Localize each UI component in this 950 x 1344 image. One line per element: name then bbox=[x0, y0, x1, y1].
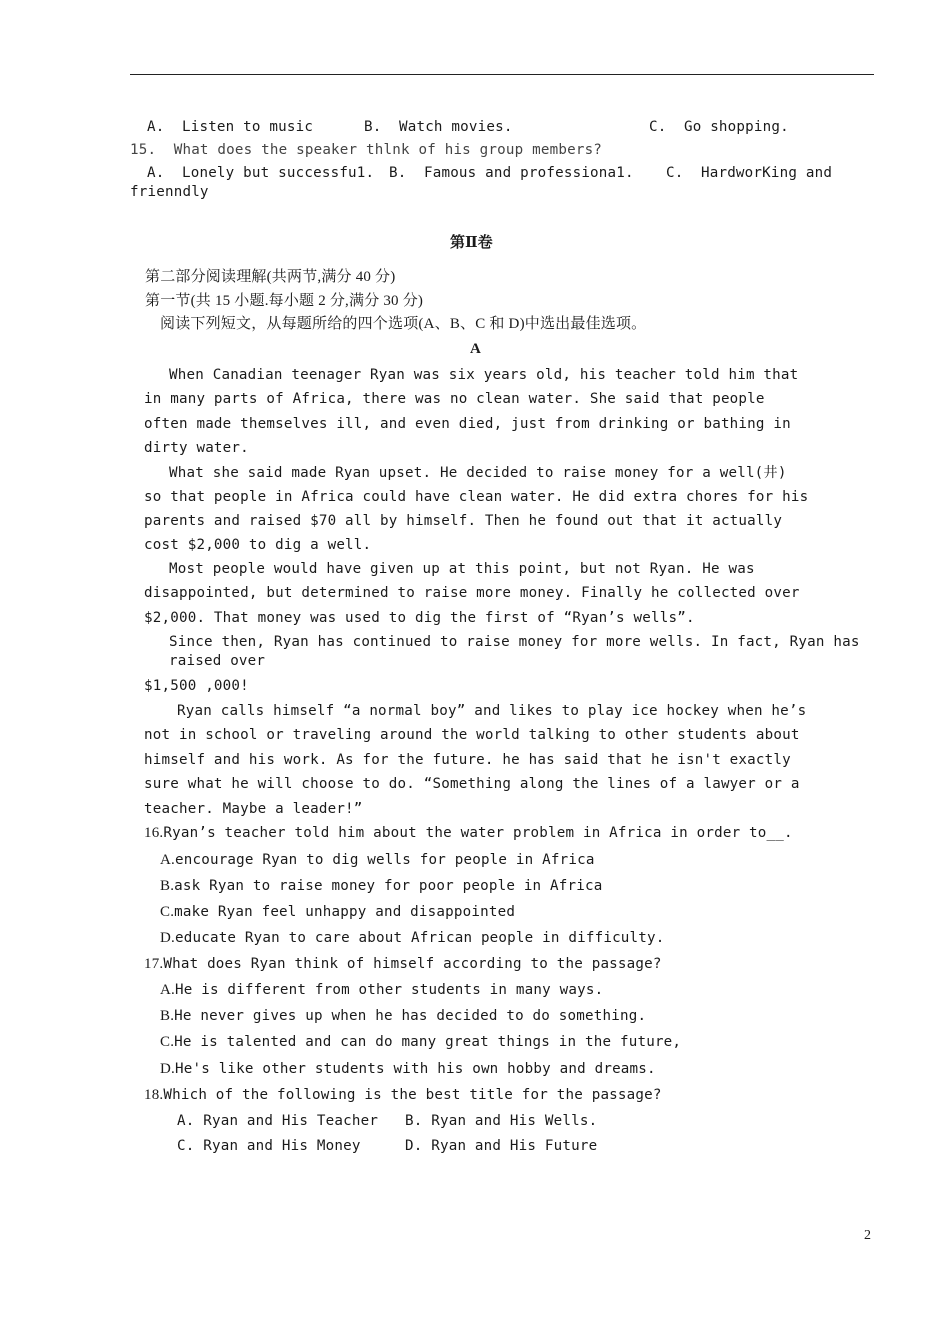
q15-option-c-cont: frienndly bbox=[130, 184, 209, 200]
passage-line: teacher. Maybe a leader!” bbox=[144, 801, 363, 817]
option-text: He's like other students with his own hobby and dreams. bbox=[174, 1061, 656, 1077]
section-title: 第一节(共 15 小题.每小题 2 分,满分 30 分) bbox=[145, 293, 424, 309]
passage-line: not in school or traveling around the world talking to other students about bbox=[144, 727, 800, 743]
q16-option-c[interactable] bbox=[160, 903, 515, 921]
passage-line: $2,000. That money was used to dig the first of “Ryan’s wells”. bbox=[144, 610, 695, 626]
q15-option-b: B. Famous and professiona1. bbox=[389, 165, 634, 181]
q15-option-c: C. HardworKing and bbox=[666, 165, 833, 181]
option-letter: C. bbox=[160, 904, 175, 920]
question-17 bbox=[144, 955, 662, 973]
option-text: He is talented and can do many great things in the future, bbox=[174, 1034, 682, 1050]
option-text: ask Ryan to raise money for poor people in Africa bbox=[174, 878, 603, 894]
volume-title: 第Ⅱ卷 bbox=[450, 233, 493, 251]
q17-option-c[interactable] bbox=[160, 1033, 681, 1051]
passage-line: dirty water. bbox=[144, 440, 249, 456]
q16-option-a[interactable] bbox=[160, 851, 595, 869]
option-letter: D. bbox=[160, 930, 175, 946]
passage-line: $1,500 ,000! bbox=[144, 678, 249, 694]
passage-line: so that people in Africa could have clean water. He did extra chores for his bbox=[144, 489, 809, 505]
question-number: 16. bbox=[144, 825, 164, 841]
q18-option-a[interactable]: A. Ryan and His Teacher bbox=[177, 1113, 379, 1129]
q18-option-c[interactable]: C. Ryan and His Money bbox=[177, 1138, 361, 1154]
header-rule bbox=[130, 74, 874, 75]
question-18 bbox=[144, 1086, 662, 1104]
q18-option-d[interactable]: D. Ryan and His Future bbox=[405, 1138, 598, 1154]
passage-line: When Canadian teenager Ryan was six years old, his teacher told him that bbox=[169, 367, 799, 383]
passage-line: What she said made Ryan upset. He decided to raise money for a well(井) bbox=[169, 465, 787, 481]
q17-option-b[interactable] bbox=[160, 1007, 646, 1025]
question-number: 17. bbox=[144, 956, 164, 972]
q16-option-d[interactable] bbox=[160, 929, 665, 947]
option-letter: C. bbox=[160, 1034, 175, 1050]
passage-line: parents and raised $70 all by himself. Then he found out that it actually bbox=[144, 513, 783, 529]
passage-label: A bbox=[470, 341, 481, 357]
passage-line: himself and his work. As for the future. he has said that he isn't exactly bbox=[144, 752, 791, 768]
passage-line: raised over bbox=[169, 653, 266, 669]
passage-line: Most people would have given up at this point, but not Ryan. He was bbox=[169, 561, 755, 577]
passage-line: Ryan calls himself “a normal boy” and likes to play ice hockey when he’s bbox=[177, 703, 807, 719]
option-letter: D. bbox=[160, 1061, 175, 1077]
q16-option-b[interactable] bbox=[160, 877, 603, 895]
q17-option-a[interactable] bbox=[160, 981, 603, 999]
question-number: 18. bbox=[144, 1087, 164, 1103]
q18-option-b[interactable]: B. Ryan and His Wells. bbox=[405, 1113, 598, 1129]
q17-option-d[interactable] bbox=[160, 1060, 656, 1078]
page-number: 2 bbox=[864, 1228, 871, 1243]
question-stem: Which of the following is the best title for the passage? bbox=[163, 1087, 662, 1103]
instruction: 阅读下列短文，从每题所给的四个选项(A、B、C 和 D)中选出最佳选项。 bbox=[160, 316, 647, 332]
passage-line: in many parts of Africa, there was no clean water. She said that people bbox=[144, 391, 765, 407]
passage-line: sure what he will choose to do. “Something along the lines of a lawyer or a bbox=[144, 776, 800, 792]
option-letter: A. bbox=[160, 982, 175, 998]
option-letter: A. bbox=[160, 852, 175, 868]
q14-option-b: B. Watch movies. bbox=[364, 119, 513, 135]
option-text: He never gives up when he has decided to do something. bbox=[174, 1008, 647, 1024]
option-letter: B. bbox=[160, 878, 175, 894]
passage-line: cost $2,000 to dig a well. bbox=[144, 537, 372, 553]
option-letter: B. bbox=[160, 1008, 175, 1024]
q15-stem: 15. What does the speaker thlnk of his group members? bbox=[130, 142, 603, 158]
q14-option-c: C. Go shopping. bbox=[649, 119, 789, 135]
part-title: 第二部分阅读理解(共两节,满分 40 分) bbox=[145, 269, 396, 285]
q15-option-a: A. Lonely but successfu1. bbox=[147, 165, 375, 181]
option-text: educate Ryan to care about African people in difficulty. bbox=[174, 930, 665, 946]
passage-line: disappointed, but determined to raise more money. Finally he collected over bbox=[144, 585, 800, 601]
option-text: encourage Ryan to dig wells for people in Africa bbox=[174, 852, 595, 868]
question-stem: Ryan’s teacher told him about the water problem in Africa in order to__. bbox=[163, 825, 793, 841]
option-text: He is different from other students in many ways. bbox=[174, 982, 604, 998]
q14-option-a: A. Listen to music bbox=[147, 119, 314, 135]
question-stem: What does Ryan think of himself according to the passage? bbox=[163, 956, 662, 972]
passage-line: often made themselves ill, and even died, just from drinking or bathing in bbox=[144, 416, 791, 432]
question-16 bbox=[144, 824, 793, 842]
passage-line: Since then, Ryan has continued to raise money for more wells. In fact, Ryan has bbox=[169, 634, 860, 650]
option-text: make Ryan feel unhappy and disappointed bbox=[174, 904, 516, 920]
